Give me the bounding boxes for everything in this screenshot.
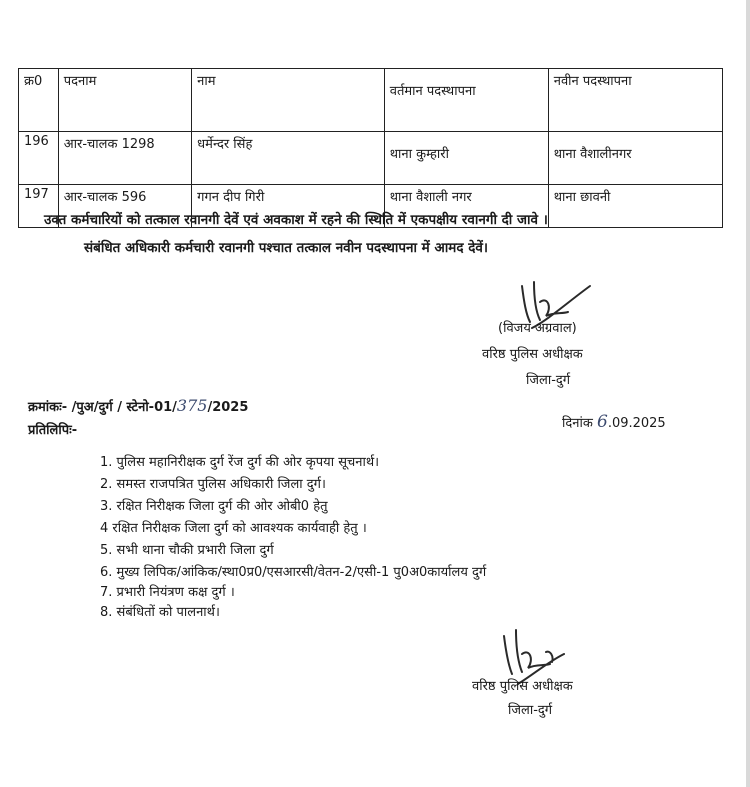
header-current-posting: वर्तमान पदस्थापना	[384, 69, 548, 132]
list-item: 4 रक्षित निरीक्षक जिला दुर्ग को आवश्यक कार्यवाही हेतु ।	[100, 521, 367, 536]
signatory-title: वरिष्ठ पुलिस अधीक्षक	[482, 347, 583, 362]
cell-current-posting: थाना वैशाली नगर	[384, 185, 548, 228]
list-item: 1. पुलिस महानिरीक्षक दुर्ग रेंज दुर्ग की ओर कृपया सूचनार्थ।	[100, 455, 380, 470]
table-header-row	[19, 69, 723, 132]
list-item: 6. मुख्य लिपिक/आंकिक/स्था0प्र0/एसआरसी/वेतन-2/एसी-1 पु0अ0कार्यालय दुर्ग	[100, 565, 487, 580]
cell-name: धर्मेन्दर सिंह	[192, 132, 385, 185]
signatory-name: (विजय अग्रवाल)	[498, 321, 577, 336]
header-designation: पदनाम	[58, 69, 191, 132]
date-handwritten-day: 6	[596, 412, 608, 432]
signatory-2-place: जिला-दुर्ग	[508, 703, 553, 718]
reference-prefix: क्रमांकः- /पुअ/दुर्ग / स्टेनो-01/	[28, 400, 177, 415]
signatory-2-title: वरिष्ठ पुलिस अधीक्षक	[472, 679, 573, 694]
table-row	[19, 132, 723, 185]
cell-name: गगन दीप गिरी	[192, 185, 385, 228]
list-item: 7. प्रभारी नियंत्रण कक्ष दुर्ग ।	[100, 585, 235, 600]
signatory-place: जिला-दुर्ग	[526, 373, 571, 388]
cell-current-posting: थाना कुम्हारी	[384, 132, 548, 185]
list-item: 5. सभी थाना चौकी प्रभारी जिला दुर्ग	[100, 543, 274, 558]
header-new-posting: नवीन पदस्थापना	[548, 69, 722, 132]
copy-list	[100, 452, 486, 624]
reference-handwritten-number: 375	[176, 396, 208, 415]
cell-new-posting: थाना छावनी	[548, 185, 722, 228]
cell-designation: आर-चालक 596	[58, 185, 191, 228]
cell-serial: 197	[19, 185, 59, 228]
cell-designation: आर-चालक 1298	[58, 132, 191, 185]
instruction-line-1: उक्त कर्मचारियों को तत्काल रवानगी देवें एवं अवकाश में रहने की स्थिति में एकपक्षीय रवानगी दी जावे ।	[44, 212, 548, 228]
date-rest: .09.2025	[607, 416, 666, 431]
list-item: 8. संबंधितों को पालनार्थ।	[100, 605, 220, 620]
transfer-table	[18, 68, 723, 228]
header-serial: क्र0	[19, 69, 59, 132]
header-name: नाम	[192, 69, 385, 132]
copy-to-label: प्रतिलिपिः-	[28, 423, 78, 438]
order-date	[562, 412, 666, 432]
instruction-line-2: संबंधित अधिकारी कर्मचारी रवानगी पश्चात तत्काल नवीन पदस्थापना में आमद देवें।	[84, 240, 488, 256]
reference-suffix: /2025	[207, 400, 249, 415]
page-edge	[746, 0, 750, 787]
list-item: 3. रक्षित निरीक्षक जिला दुर्ग की ओर ओबी0 हेतु	[100, 499, 328, 514]
cell-serial: 196	[19, 132, 59, 185]
reference-number	[28, 396, 248, 415]
list-item: 2. समस्त राजपत्रित पुलिस अधिकारी जिला दुर्ग।	[100, 477, 326, 492]
cell-new-posting: थाना वैशालीनगर	[548, 132, 722, 185]
date-label: दिनांक	[562, 416, 593, 431]
